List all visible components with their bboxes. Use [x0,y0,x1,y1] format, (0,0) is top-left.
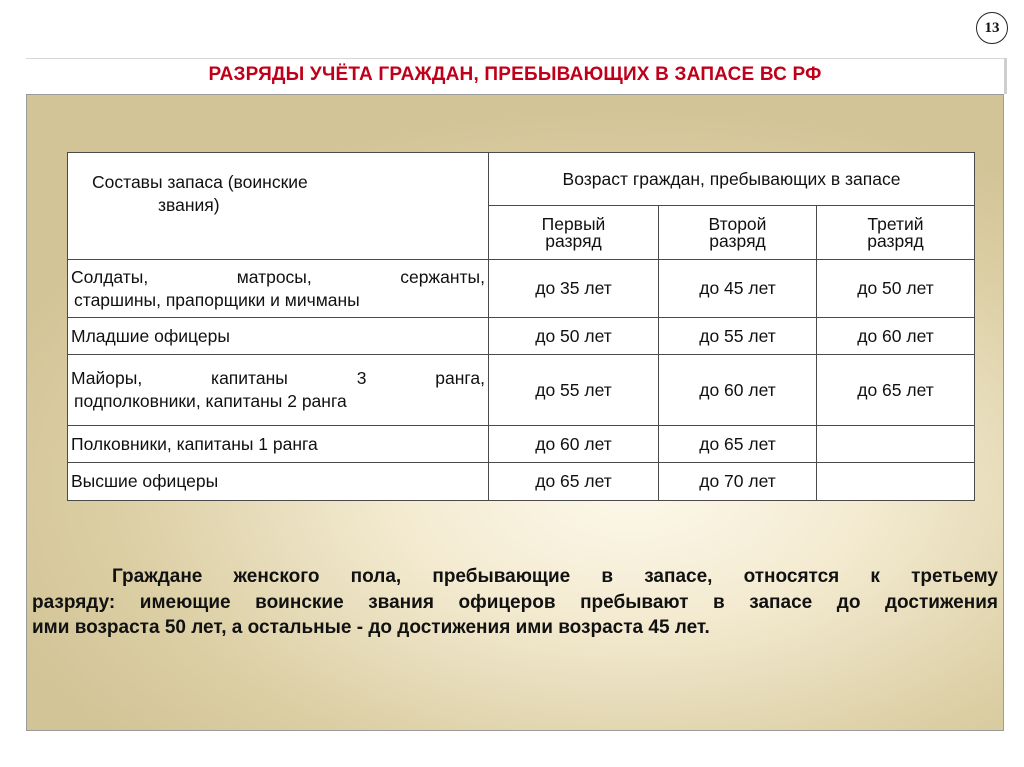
header-age: Возраст граждан, пребывающих в запасе [489,153,975,206]
reserve-categories-table [67,152,975,501]
cell-grade-1: до 65 лет [489,463,659,501]
grade-3-label: разряд [867,230,924,251]
row-label [68,318,489,355]
row-label [68,463,489,501]
table-row [68,318,975,355]
header-grade-1 [489,206,659,260]
grade-1-label: разряд [545,230,602,251]
header-left-line1: Составы запаса (воинские [92,172,308,192]
cell-grade-2: до 55 лет [659,318,817,355]
header-reserve-composition [68,153,489,260]
cell-grade-3: до 50 лет [817,260,975,318]
top-divider [26,58,1004,59]
row-label-line: подполковники, капитаны 2 ранга [74,391,347,411]
row-label-line: Полковники, капитаны 1 ранга [71,433,318,454]
cell-grade-1: до 35 лет [489,260,659,318]
header-grade-3 [817,206,975,260]
header-grade-2 [659,206,817,260]
footnote-line: ими возраста 50 лет, а остальные - до достижения ими возраста 45 лет. [32,617,710,638]
row-label-line: Солдаты, матросы, сержанты, [71,266,485,287]
grade-2-word: Второй [708,213,767,234]
grade-2-label: разряд [709,230,766,251]
cell-grade-2: до 60 лет [659,355,817,426]
cell-grade-1: до 55 лет [489,355,659,426]
slide-title: РАЗРЯДЫ УЧЁТА ГРАЖДАН, ПРЕБЫВАЮЩИХ В ЗАПАСЕ ВС РФ [208,64,822,85]
footnote-line: Граждане женского пола, пребывающие в запасе, относятся к третьему [112,566,998,587]
row-label-line: Майоры, капитаны 3 ранга, [71,368,485,388]
footnote-paragraph [32,564,998,641]
cell-grade-3: до 60 лет [817,318,975,355]
cell-grade-2: до 65 лет [659,426,817,463]
footnote-line: разряду: имеющие воинские звания офицеров пребывают в запасе до достижения [32,591,998,613]
header-left-line2: звания) [158,195,220,215]
row-label [68,355,489,426]
cell-grade-3 [817,426,975,463]
cell-grade-1: до 50 лет [489,318,659,355]
table-row [68,260,975,318]
row-label [68,426,489,463]
table-row [68,426,975,463]
cell-grade-3 [817,463,975,501]
cell-grade-3: до 65 лет [817,355,975,426]
right-divider [1004,58,1007,94]
table-row [68,463,975,501]
row-label-line: Высшие офицеры [71,471,219,491]
cell-grade-1: до 60 лет [489,426,659,463]
row-label [68,260,489,318]
page-number-badge: 13 [976,12,1008,44]
grade-3-word: Третий [867,213,924,234]
cell-grade-2: до 70 лет [659,463,817,501]
grade-1-word: Первый [541,213,606,234]
row-label-line: Младшие офицеры [71,325,230,346]
table-row [68,355,975,426]
row-label-line: старшины, прапорщики и мичманы [74,289,360,310]
cell-grade-2: до 45 лет [659,260,817,318]
